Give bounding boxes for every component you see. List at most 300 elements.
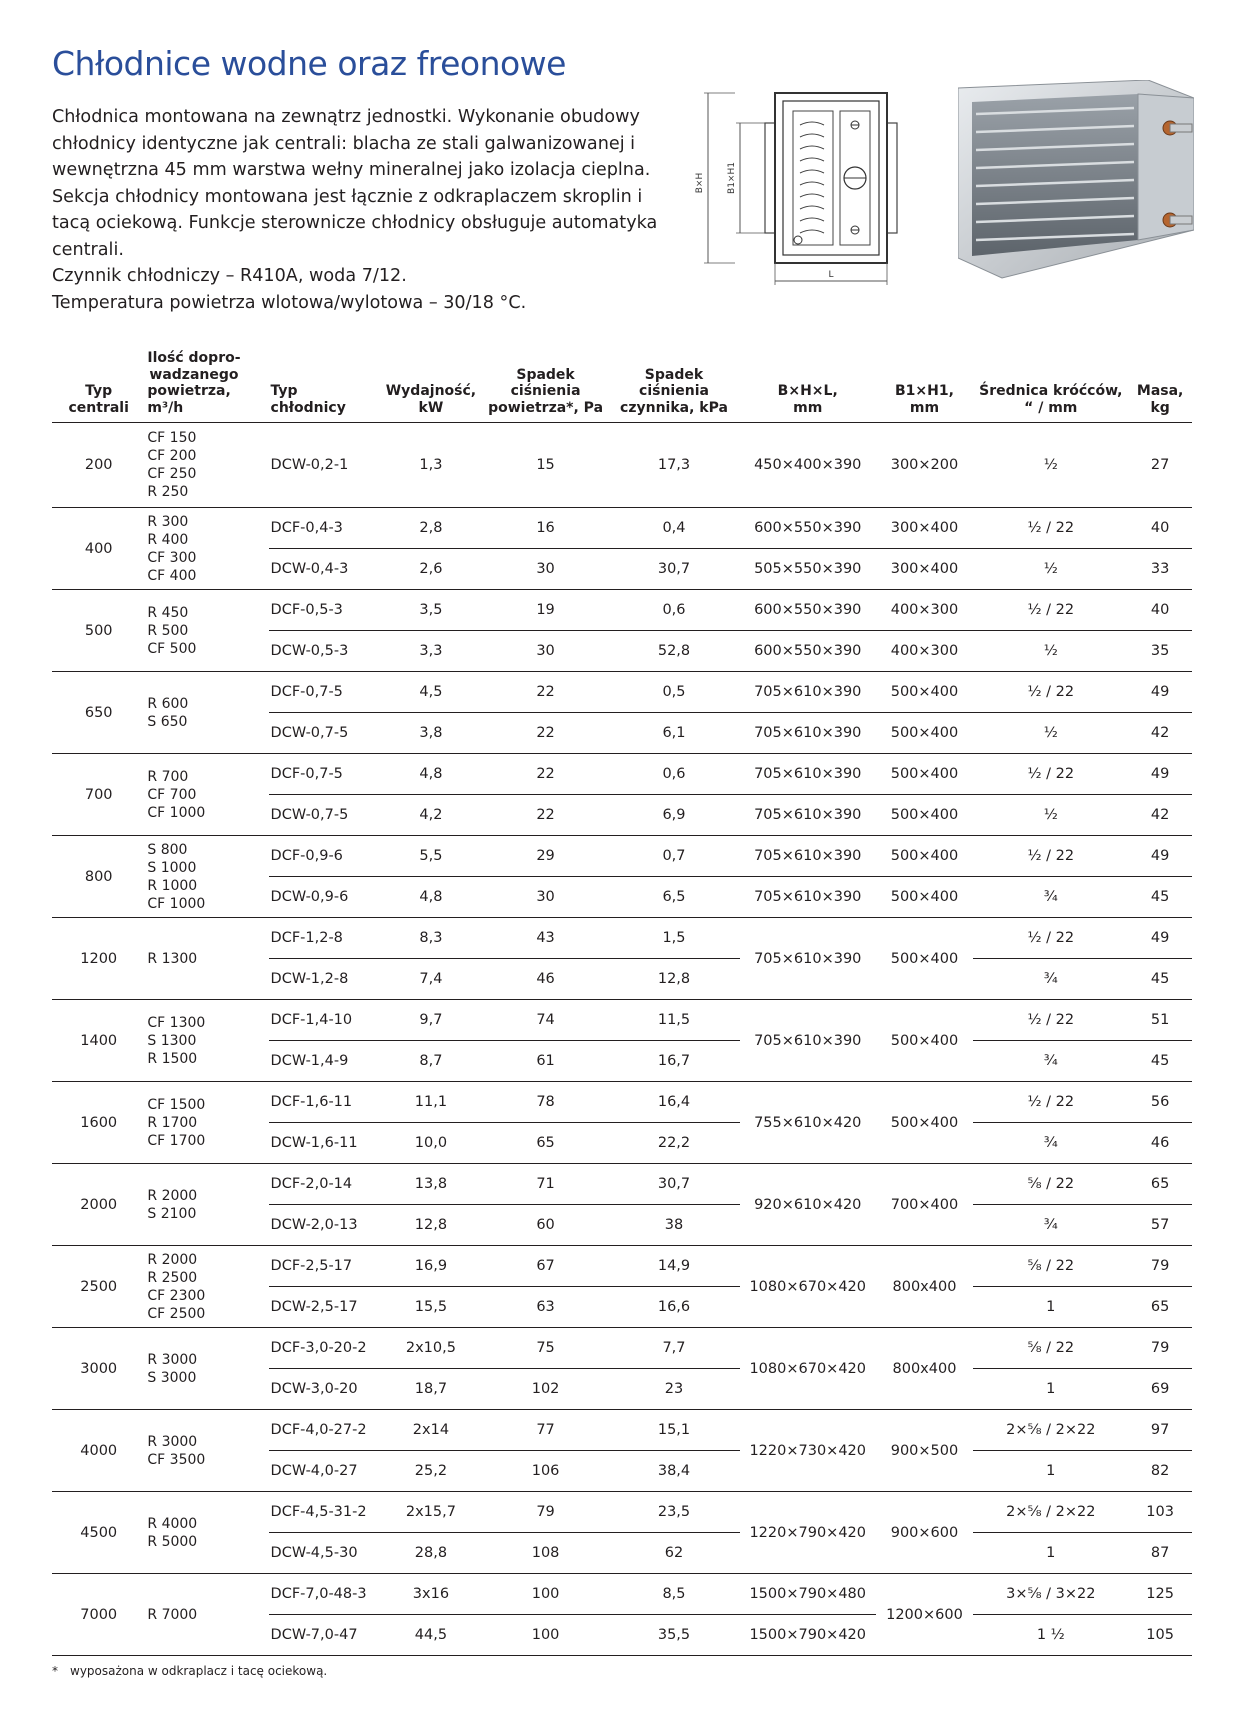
cell-ilosc-powietrza — [145, 1246, 268, 1328]
cell-masa: 40 — [1128, 590, 1192, 631]
cell-spadek-powietrza: 65 — [483, 1123, 608, 1164]
cell-wydajnosc: 28,8 — [379, 1533, 483, 1574]
cell-masa: 46 — [1128, 1123, 1192, 1164]
cell-spadek-powietrza: 61 — [483, 1041, 608, 1082]
cell-spadek-powietrza: 67 — [483, 1246, 608, 1287]
cell-wydajnosc: 2x15,7 — [379, 1492, 483, 1533]
table-row — [52, 672, 1192, 713]
cell-srednica: ½ / 22 — [973, 1000, 1128, 1041]
unit-model: CF 700 — [147, 786, 197, 803]
cell-spadek-czynnika: 12,8 — [608, 959, 740, 1000]
cell-ilosc-powietrza — [145, 423, 268, 508]
cell-wydajnosc: 2,8 — [379, 508, 483, 549]
cell-b1h1: 900×600 — [876, 1492, 974, 1574]
cell-wydajnosc: 2x10,5 — [379, 1328, 483, 1369]
unit-model: S 1300 — [147, 1032, 197, 1049]
cell-typ-chlodnicy: DCF-0,7-5 — [269, 754, 379, 795]
cell-ilosc-powietrza — [145, 836, 268, 918]
cell-wydajnosc: 11,1 — [379, 1082, 483, 1123]
cell-spadek-czynnika: 23,5 — [608, 1492, 740, 1533]
cell-spadek-czynnika: 0,5 — [608, 672, 740, 713]
cell-masa: 87 — [1128, 1533, 1192, 1574]
unit-model: R 2000 — [147, 1251, 198, 1268]
cell-typ-centrali: 800 — [52, 836, 145, 918]
dimension-b1h1-label: B1×H1 — [727, 162, 737, 194]
cell-ilosc-powietrza — [145, 1328, 268, 1410]
cell-typ-chlodnicy: DCW-2,5-17 — [269, 1287, 379, 1328]
cell-b1h1: 500×400 — [876, 1000, 974, 1082]
cell-masa: 49 — [1128, 918, 1192, 959]
cell-typ-chlodnicy: DCF-0,4-3 — [269, 508, 379, 549]
cell-wydajnosc: 4,8 — [379, 877, 483, 918]
cell-srednica: 3×⅝ / 3×22 — [973, 1574, 1128, 1615]
cell-srednica: ½ — [973, 713, 1128, 754]
cell-spadek-powietrza: 30 — [483, 631, 608, 672]
cell-typ-chlodnicy: DCF-1,2-8 — [269, 918, 379, 959]
cell-bhl: 920×610×420 — [740, 1164, 876, 1246]
table-row — [52, 423, 1192, 508]
cell-typ-chlodnicy: DCW-7,0-47 — [269, 1615, 379, 1656]
cell-masa: 27 — [1128, 423, 1192, 508]
cell-wydajnosc: 8,7 — [379, 1041, 483, 1082]
cell-bhl: 755×610×420 — [740, 1082, 876, 1164]
unit-model: S 1000 — [147, 859, 197, 876]
cell-b1h1: 500×400 — [876, 672, 974, 713]
cell-wydajnosc: 9,7 — [379, 1000, 483, 1041]
table-header-row — [52, 350, 1192, 423]
cell-srednica: 1 — [973, 1369, 1128, 1410]
cell-wydajnosc: 4,8 — [379, 754, 483, 795]
unit-model: CF 150 — [147, 430, 197, 446]
cell-typ-chlodnicy: DCW-0,4-3 — [269, 549, 379, 590]
cell-typ-centrali: 1400 — [52, 1000, 145, 1082]
cell-b1h1: 300×200 — [876, 423, 974, 508]
cell-spadek-powietrza: 77 — [483, 1410, 608, 1451]
cell-typ-chlodnicy: DCW-0,7-5 — [269, 713, 379, 754]
header-typ-centrali: Typ centrali — [52, 350, 145, 423]
unit-model: R 1700 — [147, 1114, 198, 1131]
cell-ilosc-powietrza — [145, 754, 268, 836]
cell-spadek-czynnika: 11,5 — [608, 1000, 740, 1041]
footnote-text: wyposażona w odkraplacz i tacę ociekową. — [70, 1664, 328, 1678]
cell-wydajnosc: 3,8 — [379, 713, 483, 754]
cell-wydajnosc: 12,8 — [379, 1205, 483, 1246]
table-row — [52, 590, 1192, 631]
cell-srednica: ¾ — [973, 877, 1128, 918]
cell-spadek-czynnika: 52,8 — [608, 631, 740, 672]
cell-srednica: ½ — [973, 631, 1128, 672]
footnote — [52, 1664, 327, 1678]
header-bhl: B×H×L, mm — [740, 350, 876, 423]
cell-spadek-czynnika: 0,4 — [608, 508, 740, 549]
unit-model: R 600 — [147, 695, 189, 712]
cell-wydajnosc: 44,5 — [379, 1615, 483, 1656]
unit-model: CF 1700 — [147, 1132, 206, 1149]
cell-b1h1: 500×400 — [876, 754, 974, 795]
cell-bhl: 1220×790×420 — [740, 1492, 876, 1574]
cell-typ-centrali: 500 — [52, 590, 145, 672]
header-wydajnosc: Wydajność, kW — [379, 350, 483, 423]
cell-masa: 49 — [1128, 836, 1192, 877]
cell-spadek-czynnika: 22,2 — [608, 1123, 740, 1164]
cooler-dimension-diagram — [690, 85, 940, 305]
table-row — [52, 1246, 1192, 1287]
cell-typ-chlodnicy: DCW-1,4-9 — [269, 1041, 379, 1082]
cell-srednica: ¾ — [973, 959, 1128, 1000]
cell-b1h1: 500×400 — [876, 877, 974, 918]
cell-b1h1: 500×400 — [876, 795, 974, 836]
unit-model: S 800 — [147, 841, 188, 858]
cell-typ-chlodnicy: DCW-1,2-8 — [269, 959, 379, 1000]
header-typ-chlodnicy: Typ chłodnicy — [269, 350, 379, 423]
cell-srednica: ½ / 22 — [973, 508, 1128, 549]
page-title: Chłodnice wodne oraz freonowe — [52, 44, 566, 83]
cell-masa: 79 — [1128, 1328, 1192, 1369]
cell-bhl: 505×550×390 — [740, 549, 876, 590]
cell-ilosc-powietrza — [145, 590, 268, 672]
intro-paragraph: Chłodnica montowana na zewnątrz jednostki. Wykonanie obudowy chłodnicy identyczne jak centrali: blacha ze stali galwanizowanej i wewnętrzna 45 mm warstwa wełny mineralnej jako izolacja cieplna. Sekcja chłodnicy montowana jest łącznie z odkraplaczem skroplin i tacą ociekową. Funkcje sterownicze chłodnicy obsługuje automatyka centrali. — [52, 107, 658, 260]
cell-wydajnosc: 25,2 — [379, 1451, 483, 1492]
header-b1h1: B1×H1, mm — [876, 350, 974, 423]
cell-wydajnosc: 3,5 — [379, 590, 483, 631]
table-row — [52, 1492, 1192, 1533]
cell-masa: 56 — [1128, 1082, 1192, 1123]
cell-masa: 45 — [1128, 1041, 1192, 1082]
cell-bhl: 1220×730×420 — [740, 1410, 876, 1492]
cell-b1h1: 500×400 — [876, 918, 974, 1000]
cell-srednica: ⅝ / 22 — [973, 1246, 1128, 1287]
cooler-unit-photo — [958, 80, 1194, 280]
cell-srednica: ¾ — [973, 1123, 1128, 1164]
cell-masa: 103 — [1128, 1492, 1192, 1533]
cell-wydajnosc: 18,7 — [379, 1369, 483, 1410]
cell-spadek-czynnika: 16,4 — [608, 1082, 740, 1123]
cell-masa: 125 — [1128, 1574, 1192, 1615]
cell-spadek-czynnika: 7,7 — [608, 1328, 740, 1369]
cell-masa: 65 — [1128, 1287, 1192, 1328]
cell-bhl: 450×400×390 — [740, 423, 876, 508]
cell-typ-chlodnicy: DCF-7,0-48-3 — [269, 1574, 379, 1615]
unit-model: CF 200 — [147, 448, 197, 464]
header-spadek-powietrza: Spadek ciśnienia powietrza*, Pa — [483, 350, 608, 423]
cell-typ-centrali: 4500 — [52, 1492, 145, 1574]
cell-srednica: ¾ — [973, 1205, 1128, 1246]
cell-masa: 57 — [1128, 1205, 1192, 1246]
table-row — [52, 1164, 1192, 1205]
cell-wydajnosc: 4,5 — [379, 672, 483, 713]
cell-masa: 69 — [1128, 1369, 1192, 1410]
unit-model: R 2000 — [147, 1187, 198, 1204]
cell-bhl: 1500×790×420 — [740, 1615, 876, 1656]
cell-b1h1: 300×400 — [876, 549, 974, 590]
cell-spadek-czynnika: 23 — [608, 1369, 740, 1410]
cell-srednica: ½ — [973, 549, 1128, 590]
cell-ilosc-powietrza — [145, 1574, 268, 1656]
cell-typ-chlodnicy: DCF-0,9-6 — [269, 836, 379, 877]
cell-spadek-czynnika: 35,5 — [608, 1615, 740, 1656]
cell-spadek-powietrza: 71 — [483, 1164, 608, 1205]
table-row — [52, 1574, 1192, 1615]
header-ilosc-powietrza: Ilość dopro- wadzanego powietrza, m³/h — [145, 350, 268, 423]
cell-typ-centrali: 200 — [52, 423, 145, 508]
cell-spadek-powietrza: 15 — [483, 423, 608, 508]
unit-model: CF 500 — [147, 640, 197, 657]
cell-srednica: ½ / 22 — [973, 918, 1128, 959]
cell-typ-chlodnicy: DCW-0,2-1 — [269, 423, 379, 508]
cell-b1h1: 500×400 — [876, 1082, 974, 1164]
cell-b1h1: 1200×600 — [876, 1574, 974, 1656]
cell-srednica: ½ / 22 — [973, 836, 1128, 877]
cell-spadek-czynnika: 1,5 — [608, 918, 740, 959]
cell-srednica: 1 — [973, 1533, 1128, 1574]
cell-spadek-powietrza: 106 — [483, 1451, 608, 1492]
cell-bhl: 705×610×390 — [740, 713, 876, 754]
cell-spadek-powietrza: 79 — [483, 1492, 608, 1533]
cooler-spec-table — [52, 350, 1192, 1656]
table-row — [52, 754, 1192, 795]
cell-spadek-powietrza: 22 — [483, 672, 608, 713]
unit-model: R 2500 — [147, 1269, 198, 1286]
cell-spadek-czynnika: 6,1 — [608, 713, 740, 754]
unit-model: S 650 — [147, 713, 188, 730]
cell-ilosc-powietrza — [145, 1000, 268, 1082]
cell-bhl: 705×610×390 — [740, 754, 876, 795]
dimension-bh-label: B×H — [695, 172, 705, 194]
cell-wydajnosc: 4,2 — [379, 795, 483, 836]
cell-spadek-czynnika: 30,7 — [608, 1164, 740, 1205]
table-row — [52, 1082, 1192, 1123]
cell-bhl: 600×550×390 — [740, 508, 876, 549]
cell-spadek-powietrza: 46 — [483, 959, 608, 1000]
cell-typ-centrali: 4000 — [52, 1410, 145, 1492]
cell-masa: 65 — [1128, 1164, 1192, 1205]
cell-bhl: 1080×670×420 — [740, 1246, 876, 1328]
unit-model: R 450 — [147, 604, 189, 621]
unit-model: CF 2300 — [147, 1287, 206, 1304]
cell-masa: 105 — [1128, 1615, 1192, 1656]
cell-spadek-czynnika: 38,4 — [608, 1451, 740, 1492]
cell-spadek-powietrza: 22 — [483, 713, 608, 754]
cell-spadek-powietrza: 75 — [483, 1328, 608, 1369]
cell-masa: 40 — [1128, 508, 1192, 549]
unit-model: R 250 — [147, 484, 189, 500]
cell-typ-chlodnicy: DCF-2,0-14 — [269, 1164, 379, 1205]
cell-spadek-czynnika: 15,1 — [608, 1410, 740, 1451]
cell-bhl: 1500×790×480 — [740, 1574, 876, 1615]
cell-wydajnosc: 2x14 — [379, 1410, 483, 1451]
cell-spadek-czynnika: 62 — [608, 1533, 740, 1574]
cell-typ-chlodnicy: DCF-4,0-27-2 — [269, 1410, 379, 1451]
cell-wydajnosc: 8,3 — [379, 918, 483, 959]
cell-spadek-powietrza: 22 — [483, 754, 608, 795]
cell-typ-chlodnicy: DCF-3,0-20-2 — [269, 1328, 379, 1369]
cell-masa: 45 — [1128, 959, 1192, 1000]
table-row — [52, 1410, 1192, 1451]
unit-model: R 500 — [147, 622, 189, 639]
header-masa: Masa, kg — [1128, 350, 1192, 423]
cell-typ-centrali: 650 — [52, 672, 145, 754]
cell-srednica: ½ / 22 — [973, 672, 1128, 713]
cell-spadek-powietrza: 60 — [483, 1205, 608, 1246]
cell-wydajnosc: 3x16 — [379, 1574, 483, 1615]
cell-masa: 35 — [1128, 631, 1192, 672]
cell-srednica: 2×⅝ / 2×22 — [973, 1410, 1128, 1451]
cell-ilosc-powietrza — [145, 508, 268, 590]
unit-model: R 1300 — [147, 950, 198, 967]
cell-typ-centrali: 2000 — [52, 1164, 145, 1246]
unit-model: S 2100 — [147, 1205, 197, 1222]
cell-bhl: 705×610×390 — [740, 918, 876, 1000]
cell-spadek-powietrza: 19 — [483, 590, 608, 631]
cell-b1h1: 500×400 — [876, 713, 974, 754]
cell-typ-centrali: 7000 — [52, 1574, 145, 1656]
cell-wydajnosc: 13,8 — [379, 1164, 483, 1205]
unit-model: R 7000 — [147, 1606, 198, 1623]
cell-spadek-czynnika: 6,5 — [608, 877, 740, 918]
unit-model: R 700 — [147, 768, 189, 785]
cell-typ-centrali: 1200 — [52, 918, 145, 1000]
cell-srednica: ½ / 22 — [973, 754, 1128, 795]
cell-spadek-powietrza: 30 — [483, 877, 608, 918]
cell-masa: 45 — [1128, 877, 1192, 918]
cell-spadek-czynnika: 8,5 — [608, 1574, 740, 1615]
cell-spadek-czynnika: 14,9 — [608, 1246, 740, 1287]
cell-srednica: 1 — [973, 1451, 1128, 1492]
cell-typ-chlodnicy: DCW-0,9-6 — [269, 877, 379, 918]
cell-b1h1: 900×500 — [876, 1410, 974, 1492]
cell-masa: 51 — [1128, 1000, 1192, 1041]
unit-model: CF 3500 — [147, 1451, 206, 1468]
cell-typ-centrali: 1600 — [52, 1082, 145, 1164]
cell-b1h1: 700×400 — [876, 1164, 974, 1246]
unit-model: R 4000 — [147, 1515, 198, 1532]
cell-ilosc-powietrza — [145, 1492, 268, 1574]
cell-spadek-czynnika: 17,3 — [608, 423, 740, 508]
cell-srednica: ½ — [973, 423, 1128, 508]
cell-spadek-czynnika: 6,9 — [608, 795, 740, 836]
intro-refrigerant: Czynnik chłodniczy – R410A, woda 7/12. — [52, 266, 407, 286]
cell-spadek-powietrza: 30 — [483, 549, 608, 590]
cell-spadek-powietrza: 29 — [483, 836, 608, 877]
header-spadek-czynnika: Spadek ciśnienia czynnika, kPa — [608, 350, 740, 423]
unit-model: R 400 — [147, 531, 189, 548]
cell-spadek-powietrza: 100 — [483, 1574, 608, 1615]
cell-spadek-czynnika: 30,7 — [608, 549, 740, 590]
table-body — [52, 423, 1192, 1656]
cell-spadek-powietrza: 100 — [483, 1615, 608, 1656]
cell-typ-chlodnicy: DCW-2,0-13 — [269, 1205, 379, 1246]
unit-model: R 3000 — [147, 1433, 198, 1450]
cell-wydajnosc: 15,5 — [379, 1287, 483, 1328]
cell-wydajnosc: 7,4 — [379, 959, 483, 1000]
cell-masa: 33 — [1128, 549, 1192, 590]
cell-typ-chlodnicy: DCW-1,6-11 — [269, 1123, 379, 1164]
cell-typ-chlodnicy: DCW-4,0-27 — [269, 1451, 379, 1492]
cell-bhl: 1080×670×420 — [740, 1328, 876, 1410]
cell-typ-chlodnicy: DCF-4,5-31-2 — [269, 1492, 379, 1533]
cell-spadek-powietrza: 43 — [483, 918, 608, 959]
unit-model: CF 1000 — [147, 895, 206, 912]
footnote-marker: * — [52, 1664, 58, 1678]
cell-wydajnosc: 5,5 — [379, 836, 483, 877]
cell-srednica: ½ — [973, 795, 1128, 836]
cell-spadek-czynnika: 38 — [608, 1205, 740, 1246]
cell-typ-centrali: 3000 — [52, 1328, 145, 1410]
unit-model: S 3000 — [147, 1369, 197, 1386]
cell-wydajnosc: 2,6 — [379, 549, 483, 590]
cell-b1h1: 400×300 — [876, 590, 974, 631]
cell-spadek-powietrza: 63 — [483, 1287, 608, 1328]
cell-spadek-powietrza: 16 — [483, 508, 608, 549]
cell-typ-chlodnicy: DCF-1,6-11 — [269, 1082, 379, 1123]
cell-spadek-powietrza: 22 — [483, 795, 608, 836]
cell-bhl: 705×610×390 — [740, 836, 876, 877]
intro-text — [52, 104, 672, 316]
unit-model: CF 1000 — [147, 804, 206, 821]
cell-srednica: ½ / 22 — [973, 590, 1128, 631]
cell-typ-chlodnicy: DCF-0,7-5 — [269, 672, 379, 713]
cell-ilosc-powietrza — [145, 918, 268, 1000]
cell-typ-centrali: 2500 — [52, 1246, 145, 1328]
cell-bhl: 600×550×390 — [740, 590, 876, 631]
cell-masa: 79 — [1128, 1246, 1192, 1287]
cell-spadek-powietrza: 74 — [483, 1000, 608, 1041]
cell-typ-chlodnicy: DCW-0,7-5 — [269, 795, 379, 836]
cell-spadek-czynnika: 0,7 — [608, 836, 740, 877]
cell-srednica: ½ / 22 — [973, 1082, 1128, 1123]
cell-wydajnosc: 1,3 — [379, 423, 483, 508]
cell-masa: 97 — [1128, 1410, 1192, 1451]
unit-model: R 1000 — [147, 877, 198, 894]
cell-b1h1: 500×400 — [876, 836, 974, 877]
cell-srednica: 1 ½ — [973, 1615, 1128, 1656]
cell-ilosc-powietrza — [145, 672, 268, 754]
cell-masa: 42 — [1128, 713, 1192, 754]
cell-spadek-czynnika: 0,6 — [608, 590, 740, 631]
unit-model: CF 1500 — [147, 1096, 206, 1113]
intro-temperature: Temperatura powietrza wlotowa/wylotowa – 30/18 °C. — [52, 292, 527, 313]
table-row — [52, 836, 1192, 877]
cell-bhl: 705×610×390 — [740, 1000, 876, 1082]
cell-spadek-czynnika: 16,7 — [608, 1041, 740, 1082]
cell-b1h1: 300×400 — [876, 508, 974, 549]
unit-model: R 1500 — [147, 1050, 198, 1067]
cell-bhl: 705×610×390 — [740, 672, 876, 713]
cell-typ-chlodnicy: DCW-0,5-3 — [269, 631, 379, 672]
cell-typ-chlodnicy: DCF-1,4-10 — [269, 1000, 379, 1041]
cell-typ-centrali: 400 — [52, 508, 145, 590]
cell-bhl: 705×610×390 — [740, 795, 876, 836]
cell-spadek-czynnika: 16,6 — [608, 1287, 740, 1328]
cell-ilosc-powietrza — [145, 1164, 268, 1246]
unit-model: CF 2500 — [147, 1305, 206, 1322]
header-srednica: Średnica króćców, “ / mm — [973, 350, 1128, 423]
cell-spadek-powietrza: 102 — [483, 1369, 608, 1410]
cell-masa: 49 — [1128, 754, 1192, 795]
table-row — [52, 1328, 1192, 1369]
cell-typ-chlodnicy: DCF-0,5-3 — [269, 590, 379, 631]
unit-model: CF 250 — [147, 466, 197, 482]
cell-masa: 49 — [1128, 672, 1192, 713]
unit-model: CF 300 — [147, 549, 197, 566]
unit-model: CF 1300 — [147, 1014, 206, 1031]
cell-srednica: 2×⅝ / 2×22 — [973, 1492, 1128, 1533]
cell-srednica: ⅝ / 22 — [973, 1164, 1128, 1205]
unit-model: R 300 — [147, 513, 189, 530]
cell-ilosc-powietrza — [145, 1082, 268, 1164]
cell-masa: 82 — [1128, 1451, 1192, 1492]
table-row — [52, 508, 1192, 549]
